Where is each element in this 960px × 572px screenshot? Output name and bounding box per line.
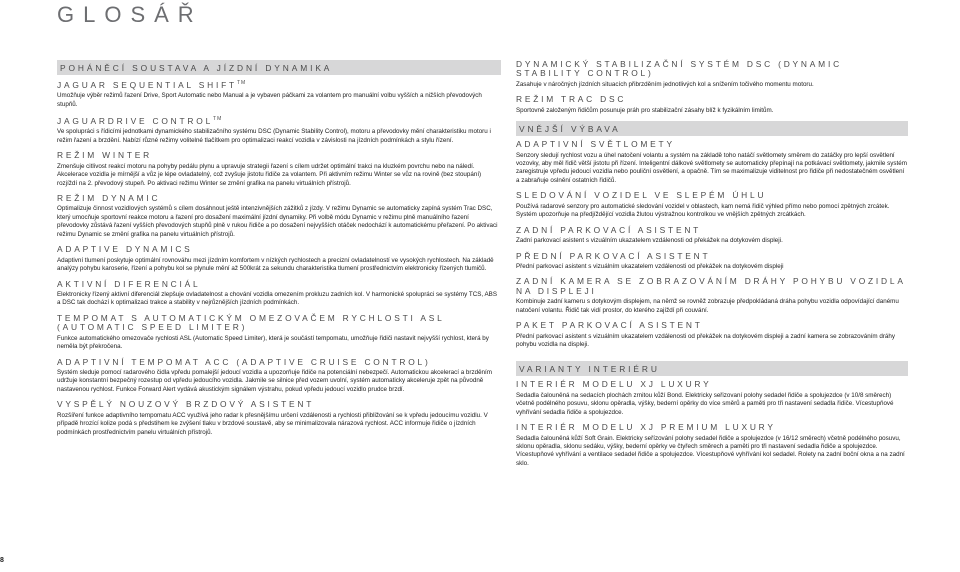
entry-body: Zadní parkovací asistent s vizuálním ukazatelem vzdálenosti od překážek na dotykovém displeji.: [516, 237, 783, 245]
entry-body: Umožňuje výběr režimů řazení Drive, Sport Automatic nebo Manual a je vybaven páčkami za volantem pro manuální volbu vyšších a nižších převodových stupňů.: [57, 92, 482, 108]
glossary-entry: [57, 400, 501, 437]
page-title: GLOSÁŘ: [57, 2, 203, 27]
entry-title: INTERIÉR MODELU XJ LUXURY: [516, 379, 712, 390]
glossary-entry: [516, 95, 908, 115]
entry-body: Sedadla čalouněná na sedacích plochách zrnitou kůží Bond. Elektricky seřizovaní polohy sedadel řidiče a spolujezdce (v 10/8 směrech) včetně podélného posuvu, sklonu opěradla, výšky, bederní opěrky do více směrů a paměti pro tři nastavení sedadla řidiče. Vícestupňové vyhřívání sedadla řidiče a spolujezdce.: [516, 391, 894, 416]
glossary-entry: [57, 358, 501, 395]
entry-body: Optimalizuje činnost vozidlových systémů s cílem dosáhnout ještě intenzivnějších zážitků z jízdy. V režimu Dynamic se automaticky zapíná systém Trac DSC, který umocňuje sportovní reakce motoru a řazení pro dosažení maximální jízdní dynamiky. Při volbě módu Dynamic v režimu plně manuálního řazení převodovky zůstává řazení vyšších převodových stupňů plně v rukou řidiče a po dosažení nejvyšších otáček nedochází k automatickému přeřazení. Po aktivaci režimu Dynamic se změní grafika na panelu virtuálních přístrojů.: [57, 205, 498, 238]
entry-body: Rozšíření funkce adaptivního tempomatu ACC využívá jeho radar k přesnějšímu určení vzdálenosti a rychlosti přibližování se k vpředu jedoucímu vozidlu. V případě hrozící kolize podá s předstihem ke zvýšení tlaku v brzdové soustavě, aby se minimalizovala nárazová rychlost. ACC informuje řidiče o jízdních podmínkách prostřednictvím panelu virtuálních přístrojů.: [57, 411, 488, 436]
entry-title: ADAPTIVE DYNAMICS: [57, 244, 193, 255]
entry-body: Senzory sledují rychlost vozu a úhel natočení volantu a systém na základě toho natáčí světlomety směrem do zatáčky pro lepší osvětlení vozovky, aby měl řidič větší jistotu při řízení. Inteligentní dálkové světlomety se automaticky přepínají na potkávací světlomety, jakmile systém zaregistruje vpředu jedoucí vozidla nebo pouliční osvětlení, a opačně. Tím se maximalizuje viditelnost pro řidiče při nedostatečném osvětlení a zabraňuje oslnění ostatních řidičů.: [516, 151, 907, 184]
entry-title: REŽIM DYNAMIC: [57, 192, 161, 203]
entry-body: Přední parkovací asistent s vizuálním ukazatelem vzdálenosti od překážek na dotykovém displeji a zadní kamera se zobrazováním dráhy pohybu vozidla na displeji.: [516, 332, 896, 348]
glossary-entry: [516, 380, 908, 417]
entry-title: JAGUAR SEQUENTIAL SHIFT™: [57, 79, 247, 90]
glossary-entry: [516, 191, 908, 219]
glossary-entry: [57, 245, 501, 273]
entry-body: Sportovně založeným řidičům posunuje práh pro stabilizační zásahy blíž k fyzikálním limitům.: [516, 106, 774, 114]
entry-title: TEMPOMAT S AUTOMATICKÝM OMEZOVAČEM RYCHLOSTI ASL (AUTOMATIC SPEED LIMITER): [57, 312, 445, 333]
entry-title: JAGUARDRIVE CONTROL™: [57, 115, 223, 126]
glossary-entry: [516, 423, 908, 468]
entry-body: Ve spolupráci s řídicími jednotkami dynamického stabilizačního systému DSC (Dynamic Stability Control), motoru a převodovky mění charakteristiku motoru i režim řazení a brzdění. Nabízí různé režimy volitelné tlačítkem pro optimalizaci reakcí vozidla v závislosti na jízdních podmínkách a stylu řízení.: [57, 128, 491, 144]
glossary-entry: [57, 280, 501, 308]
entry-title: ZADNÍ KAMERA SE ZOBRAZOVÁNÍM DRÁHY POHYBU VOZIDLA NA DISPLEJI: [516, 276, 906, 296]
entry-body: Používá radarové senzory pro automatické sledování vozidel v oblastech, kam nemá řidič výhled přímo nebo pomocí zpětných zrcátek. Systém upozorňuje na předjíždějící vozidla žlutou výstražnou kontrolkou ve vnějších zpětných zrcátkách.: [516, 202, 890, 219]
entry-title: ADAPTIVNÍ TEMPOMAT ACC (ADAPTIVE CRUISE CONTROL): [57, 356, 431, 367]
entry-title: INTERIÉR MODELU XJ PREMIUM LUXURY: [516, 422, 776, 433]
glossary-entry: [516, 321, 908, 349]
section-heading-exterior: VNĚJŠÍ VÝBAVA: [516, 121, 908, 136]
entry-body: Elektronicky řízený aktivní diferenciál zlepšuje ovladatelnost a chování vozidla omezením prokluzu zadních kol. V harmonické spolupráci se systémy TCS, ABS a DSC tak dochází k optimalizaci trakce a stability v nejrůznějších jízdních podmínkách.: [57, 290, 498, 307]
entry-body: Systém sleduje pomocí radarového čidla vpředu pomalejší jedoucí vozidla a upozorňuje řidiče na potenciální nebezpečí. Automatickou akcelerací a brzděním udržuje konstantní bezpečný rozestup od vpředu jedoucího vozidla. Jakmile se silnice před vozem uvolní, systém automaticky akceleruje zpět na původně nastavenou rychlost. Funkce Forward Alert vydává akustickým signálem výstrahu, pokud vpředu jedoucí vozidlo prudce brzdí.: [57, 368, 492, 393]
entry-body: Sedadla čalouněná kůží Soft Grain. Elektricky seřízování polohy sedadel řidiče a spolujezdce (v 16/12 směrech) včetně podélného posuvu, sklonu opěradla, sklonu sedáku, výšky, bederní opěrky ve čtyřech směrech a paměti pro tři nastavení sedadla řidiče a spolujezdce. Vícestupňové vyhřívání a ventilace sedadel řidiče a spolujezdce. Vícestupňové vyhřívání kol sedadel. Rolety na zadní boční okna a na zadní sklo.: [516, 434, 905, 467]
entry-body: Zmenšuje citlivost reakcí motoru na pohyby pedálu plynu a upravuje strategii řazení s cílem udržet optimální trakci na kluzkém povrchu nebo na náledí. Akcelerace vozidla je mírnější a vůz je lépe ovladatelný, což zvyšuje jistotu řidiče za volantem. Při aktivním režimu Winter se vůz na rovině (bez stoupání) rozjíždí na 2. převodový stupeň. Po aktivaci režimu Winter se změní grafika na panelu virtuálních přístrojů.: [57, 162, 482, 187]
glossary-entry: [516, 60, 908, 89]
trademark-sup: TM: [236, 80, 247, 86]
entry-body: Adaptivní tlumení poskytuje optimální rovnováhu mezi jízdním komfortem v nízkých rychlostech a precizní ovladatelností ve vysokých rychlostech. Na základě analýzy pohybu karoserie, řízení a pohybu kol se plynule mění až 500krát za sekundu charakteristika tlumení prostřednictvím elektronicky řízených tlumičů.: [57, 256, 494, 273]
section-heading-powertrain: POHÁNĚCÍ SOUSTAVA A JÍZDNÍ DYNAMIKA: [57, 60, 501, 75]
page-number: 8: [0, 557, 4, 564]
entry-title: REŽIM WINTER: [57, 150, 153, 161]
entry-title: SLEDOVÁNÍ VOZIDEL VE SLEPÉM ÚHLU: [516, 190, 767, 201]
trademark-sup: TM: [213, 116, 223, 123]
glossary-entry: [516, 226, 908, 246]
section-heading-interior: VARIANTY INTERIÉRU: [516, 361, 908, 376]
entry-title: VYSPĚLÝ NOUZOVÝ BRZDOVÝ ASISTENT: [57, 399, 315, 410]
glossary-entry: [57, 151, 501, 188]
glossary-entry: [516, 277, 908, 315]
glossary-entry: [57, 194, 501, 239]
entry-title: ADAPTIVNÍ SVĚTLOMETY: [516, 139, 675, 150]
entry-title: REŽIM TRAC DSC: [516, 94, 627, 105]
left-column: [57, 60, 501, 443]
entry-body: Zasahuje v náročných jízdních situacích přibrzděním jednotlivých kol a snížením točivého momentu motoru.: [516, 80, 814, 88]
entry-body: Funkce automatického omezovače rychlosti ASL (Automatic Speed Limiter), která je součástí tempomatu, umožňuje řidiči nastavit nejvyšší rychlost, která by neměla být překročena.: [57, 334, 489, 351]
entry-body: Přední parkovací asistent s vizuálním ukazatelem vzdálenosti od překážek na dotykovém displeji: [516, 262, 784, 270]
glossary-entry: [57, 115, 501, 145]
entry-title: DYNAMICKÝ STABILIZAČNÍ SYSTÉM DSC (DYNAMIC STABILITY CONTROL): [516, 59, 842, 79]
entry-title: ZADNÍ PARKOVACÍ ASISTENT: [516, 224, 702, 235]
glossary-entry: [516, 140, 908, 185]
entry-title: AKTIVNÍ DIFERENCIÁL: [57, 278, 201, 289]
entry-body: Kombinuje zadní kameru s dotykovým displejem, na němž se rovněž zobrazuje předpokládaná dráha pohybu vozidla odpovídající danému natočení volantu. Řidič tak vidí prostor, do kterého zajíždí při couvání.: [516, 298, 899, 314]
glossary-entry: [57, 314, 501, 352]
entry-title: PAKET PARKOVACÍ ASISTENT: [516, 320, 703, 331]
right-column: [516, 60, 908, 474]
entry-title: PŘEDNÍ PARKOVACÍ ASISTENT: [516, 250, 711, 261]
glossary-entry: [516, 252, 908, 272]
glossary-entry: [57, 79, 501, 109]
